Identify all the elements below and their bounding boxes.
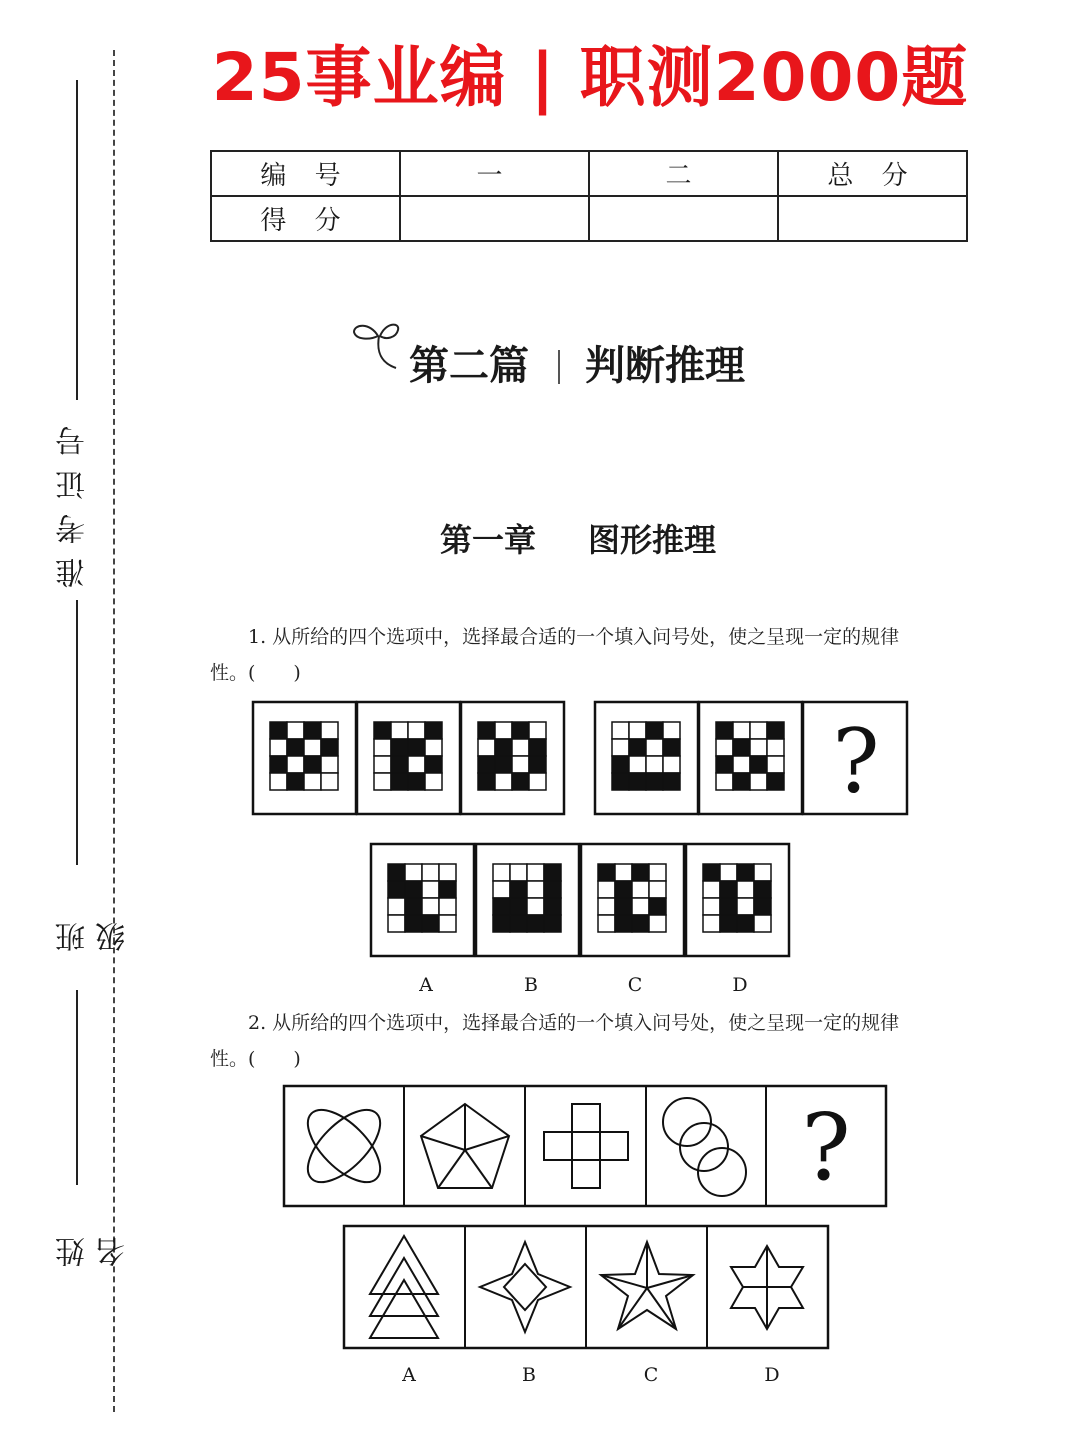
grid-cell <box>321 756 338 773</box>
grid-cell <box>632 898 649 915</box>
grid-cell <box>737 881 754 898</box>
grid-cell <box>478 722 495 739</box>
grid-cell <box>495 773 512 790</box>
grid-cell <box>478 739 495 756</box>
grid-cell <box>374 739 391 756</box>
grid-cell <box>612 756 629 773</box>
option-label-b[interactable]: B <box>522 1364 536 1386</box>
option-grid-figure[interactable] <box>371 844 474 956</box>
option-grid-figure[interactable] <box>476 844 579 956</box>
grid-cell <box>716 722 733 739</box>
grid-cell <box>408 756 425 773</box>
grid-cell <box>750 756 767 773</box>
grid-cell <box>703 915 720 932</box>
grid-cell <box>495 722 512 739</box>
grid-cell <box>649 864 666 881</box>
grid-cell <box>663 722 680 739</box>
grid-cell <box>629 756 646 773</box>
grid-cell <box>663 773 680 790</box>
stacked-triangles-icon[interactable] <box>370 1236 438 1338</box>
grid-cell <box>733 773 750 790</box>
stem-grid-figure <box>357 702 460 814</box>
table-cell <box>400 196 589 241</box>
grid-cell <box>270 773 287 790</box>
grid-cell <box>629 722 646 739</box>
grid-cell <box>649 881 666 898</box>
grid-cell <box>405 864 422 881</box>
grid-cell <box>527 915 544 932</box>
grid-cell <box>615 915 632 932</box>
grid-cell <box>493 881 510 898</box>
grid-cell <box>767 756 784 773</box>
grid-cell <box>612 739 629 756</box>
four-point-star-icon[interactable] <box>480 1242 570 1332</box>
grid-cell <box>304 739 321 756</box>
option-label-d[interactable]: D <box>764 1364 780 1386</box>
grid-cell <box>388 898 405 915</box>
grid-cell <box>405 915 422 932</box>
grid-cell <box>304 722 321 739</box>
grid-cell <box>767 773 784 790</box>
grid-cell <box>304 756 321 773</box>
grid-cell <box>750 722 767 739</box>
grid-cell <box>615 864 632 881</box>
grid-cell <box>439 898 456 915</box>
grid-cell <box>716 739 733 756</box>
stem-grid-figure <box>595 702 698 814</box>
grid-cell <box>321 773 338 790</box>
grid-cell <box>615 898 632 915</box>
grid-cell <box>737 864 754 881</box>
grid-cell <box>388 881 405 898</box>
grid-cell <box>544 915 561 932</box>
option-label-c[interactable]: C <box>627 974 643 996</box>
grid-cell <box>612 773 629 790</box>
option-grid-figure[interactable] <box>686 844 789 956</box>
question-mark: ? <box>832 710 880 813</box>
sprout-icon <box>350 318 410 378</box>
grid-cell <box>754 915 771 932</box>
name-line <box>76 990 78 1185</box>
grid-cell <box>598 898 615 915</box>
cross-grid-icon <box>544 1104 628 1188</box>
grid-cell <box>374 756 391 773</box>
grid-cell <box>703 898 720 915</box>
class-line <box>76 600 78 865</box>
grid-cell <box>720 881 737 898</box>
grid-cell <box>391 756 408 773</box>
grid-cell <box>512 722 529 739</box>
grid-cell <box>391 739 408 756</box>
grid-cell <box>646 756 663 773</box>
table-cell: 一 <box>400 151 589 196</box>
grid-cell <box>629 739 646 756</box>
grid-cell <box>767 739 784 756</box>
grid-cell <box>649 898 666 915</box>
grid-cell <box>391 722 408 739</box>
grid-cell <box>646 739 663 756</box>
grid-cell <box>512 756 529 773</box>
grid-cell <box>321 722 338 739</box>
grid-cell <box>388 915 405 932</box>
question-2-text: 2. 从所给的四个选项中，选择最合适的一个填入问号处，使之呈现一定的规律 <box>248 1012 900 1034</box>
grid-cell <box>754 898 771 915</box>
table-cell: 得 分 <box>211 196 400 241</box>
grid-cell <box>598 915 615 932</box>
grid-cell <box>405 881 422 898</box>
grid-cell <box>495 756 512 773</box>
chapter-title: 图形推理 <box>588 521 717 559</box>
option-label-c[interactable]: C <box>643 1364 659 1386</box>
grid-cell <box>270 756 287 773</box>
grid-cell <box>287 773 304 790</box>
grid-cell <box>510 864 527 881</box>
grid-cell <box>321 739 338 756</box>
grid-cell <box>510 915 527 932</box>
grid-cell <box>270 739 287 756</box>
crossed-ellipses-icon <box>296 1098 392 1194</box>
grid-cell <box>529 773 546 790</box>
score-table-score-row <box>211 196 967 241</box>
table-cell <box>589 196 778 241</box>
option-label-d[interactable]: D <box>732 974 748 996</box>
option-label-b[interactable]: B <box>524 974 538 996</box>
class-label: 班 级 <box>56 908 131 952</box>
grid-cell <box>733 739 750 756</box>
grid-cell <box>405 898 422 915</box>
grid-cell <box>510 881 527 898</box>
grid-cell <box>422 915 439 932</box>
section-divider <box>558 350 560 384</box>
score-table-header-row <box>211 151 967 196</box>
grid-cell <box>374 722 391 739</box>
grid-cell <box>750 773 767 790</box>
grid-cell <box>422 898 439 915</box>
grid-cell <box>529 756 546 773</box>
grid-cell <box>598 881 615 898</box>
question-1-stem-figures <box>250 700 920 820</box>
section-topic: 判断推理 <box>585 343 745 389</box>
grid-cell <box>632 864 649 881</box>
table-cell: 二 <box>589 151 778 196</box>
grid-cell <box>720 864 737 881</box>
grid-cell <box>629 773 646 790</box>
grid-cell <box>478 773 495 790</box>
grid-cell <box>425 739 442 756</box>
question-1-text-cont: 性。( ) <box>210 662 301 684</box>
question-mark: ? <box>801 1094 851 1201</box>
five-point-star-icon[interactable] <box>601 1242 693 1329</box>
grid-cell <box>439 915 456 932</box>
exam-number-line <box>76 80 78 400</box>
stem-grid-figure <box>461 702 564 814</box>
grid-cell <box>632 915 649 932</box>
grid-cell <box>493 864 510 881</box>
question-2-text-cont: 性。( ) <box>210 1048 301 1070</box>
grid-cell <box>408 722 425 739</box>
grid-cell <box>716 773 733 790</box>
grid-cell <box>754 881 771 898</box>
exam-number-label: 准考证号 <box>56 412 91 588</box>
grid-cell <box>425 722 442 739</box>
grid-cell <box>703 881 720 898</box>
stem-grid-figure <box>253 702 356 814</box>
stem-grid-figure <box>699 702 802 814</box>
grid-cell <box>598 864 615 881</box>
option-grid-figure[interactable] <box>581 844 684 956</box>
grid-cell <box>750 739 767 756</box>
grid-cell <box>439 864 456 881</box>
grid-cell <box>544 864 561 881</box>
option-label-a[interactable]: A <box>402 1364 416 1386</box>
grid-cell <box>287 722 304 739</box>
grid-cell <box>646 722 663 739</box>
table-cell: 编 号 <box>211 151 400 196</box>
name-label: 姓 名 <box>56 1223 131 1267</box>
grid-cell <box>512 773 529 790</box>
grid-cell <box>754 864 771 881</box>
binding-cut-line <box>113 50 115 1412</box>
grid-cell <box>663 739 680 756</box>
grid-cell <box>493 915 510 932</box>
grid-cell <box>716 756 733 773</box>
grid-cell <box>512 739 529 756</box>
grid-cell <box>529 722 546 739</box>
question-1-option-figures <box>368 842 798 962</box>
grid-cell <box>391 773 408 790</box>
table-cell: 总 分 <box>778 151 967 196</box>
grid-cell <box>544 881 561 898</box>
grid-cell <box>527 864 544 881</box>
grid-cell <box>737 898 754 915</box>
grid-cell <box>422 864 439 881</box>
option-label-a[interactable]: A <box>419 974 433 996</box>
chapter-number: 第一章 <box>440 521 537 559</box>
score-table <box>210 150 968 242</box>
question-2-option-figures <box>342 1224 832 1352</box>
grid-cell <box>767 722 784 739</box>
grid-cell <box>495 739 512 756</box>
grid-cell <box>408 773 425 790</box>
grid-cell <box>304 773 321 790</box>
grid-cell <box>612 722 629 739</box>
overlapping-circles-icon <box>663 1098 746 1196</box>
grid-cell <box>703 864 720 881</box>
grid-cell <box>510 898 527 915</box>
section-part: 第二篇 <box>409 343 529 389</box>
grid-cell <box>649 915 666 932</box>
grid-cell <box>527 881 544 898</box>
grid-cell <box>287 739 304 756</box>
grid-cell <box>529 739 546 756</box>
divided-pentagon-icon <box>421 1104 509 1188</box>
six-point-star-icon[interactable] <box>731 1246 803 1329</box>
grid-cell <box>737 915 754 932</box>
grid-cell <box>422 881 439 898</box>
grid-cell <box>733 756 750 773</box>
question-1-text: 1. 从所给的四个选项中，选择最合适的一个填入问号处，使之呈现一定的规律 <box>248 626 900 648</box>
banner-title: 25事业编 | 职测2000题 <box>211 39 969 116</box>
grid-cell <box>425 756 442 773</box>
grid-cell <box>439 881 456 898</box>
table-cell <box>778 196 967 241</box>
grid-cell <box>478 756 495 773</box>
grid-cell <box>544 898 561 915</box>
grid-cell <box>493 898 510 915</box>
grid-cell <box>720 915 737 932</box>
grid-cell <box>374 773 391 790</box>
grid-cell <box>615 881 632 898</box>
grid-cell <box>720 898 737 915</box>
grid-cell <box>663 756 680 773</box>
grid-cell <box>527 898 544 915</box>
grid-cell <box>270 722 287 739</box>
grid-cell <box>287 756 304 773</box>
grid-cell <box>388 864 405 881</box>
grid-cell <box>733 722 750 739</box>
question-2-stem-figures <box>282 1084 892 1210</box>
grid-cell <box>632 881 649 898</box>
grid-cell <box>425 773 442 790</box>
grid-cell <box>646 773 663 790</box>
grid-cell <box>408 739 425 756</box>
